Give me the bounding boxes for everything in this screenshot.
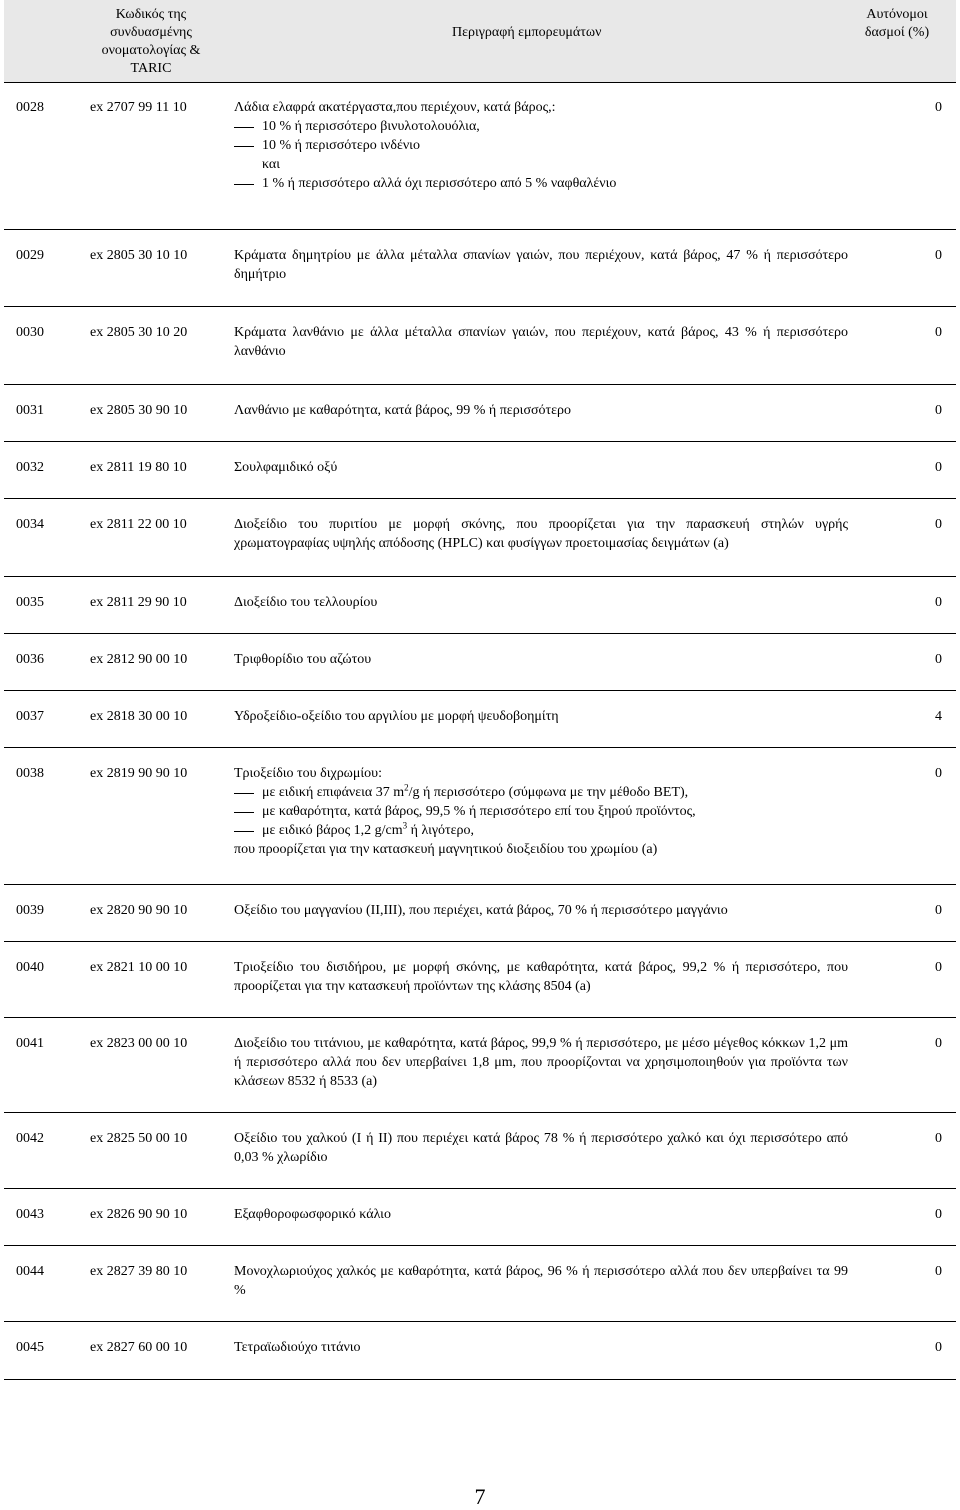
table-row [4, 499, 956, 577]
table-row [4, 885, 956, 942]
row-description: Διοξείδιο του τιτάνιου, με καθαρότητα, κατά βάρος, 99,9 % ή περισσότερο, με μέσο μέγεθος κόκκων 1,2 μm ή περισσότερο αλλά που δεν υπερβαίνει 1,8 μm, που προορίζονται να χρησιμοποιηθούν για προϊόντα των κλάσεων 8532 ή 8533 (a) [234, 1036, 848, 1089]
row-code: ex 2826 90 90 10 [90, 1207, 188, 1222]
row-rate: 4 [935, 709, 942, 724]
row-number: 0030 [16, 325, 44, 340]
row-code: ex 2811 19 80 10 [90, 460, 187, 475]
row-number: 0044 [16, 1264, 44, 1279]
row-rate: 0 [935, 595, 942, 610]
row-description: Λανθάνιο με καθαρότητα, κατά βάρος, 99 % ή περισσότερο [234, 403, 572, 418]
row-code: ex 2812 90 00 10 [90, 652, 188, 667]
row-number: 0036 [16, 652, 44, 667]
row-rate: 0 [935, 652, 942, 667]
row-code: ex 2825 50 00 10 [90, 1131, 188, 1146]
table-row [4, 577, 956, 634]
row-rate: 0 [935, 460, 942, 475]
row-code: ex 2805 30 10 20 [90, 325, 188, 340]
row-description: Οξείδιο του χαλκού (I ή II) που περιέχει κατά βάρος 78 % ή περισσότερο χαλκό και όχι περισσότερο από 0,03 % χλωρίδιο [234, 1131, 848, 1165]
header-description: Περιγραφή εμπορευμάτων [452, 25, 602, 40]
row-description: Οξείδιο του μαγγανίου (II,III), που περιέχει, κατά βάρος, 70 % ή περισσότερο μαγγάνιο [234, 903, 728, 918]
row-description: Εξαφθοροφωσφορικό κάλιο [234, 1207, 391, 1222]
row-description: Κράματα δημητρίου με άλλα μέταλλα σπανίων γαιών, που περιέχουν, κατά βάρος, 47 % ή περισσότερο δημήτριο [234, 248, 848, 282]
table-row [4, 748, 956, 885]
row-rate: 0 [935, 325, 942, 340]
row-number: 0040 [16, 960, 44, 975]
row-rate: 0 [935, 1207, 942, 1222]
desc-bullet: 1 % ή περισσότερο αλλά όχι περισσότερο από 5 % ναφθαλένιο [234, 174, 848, 193]
table-row [4, 307, 956, 385]
table-row [4, 1189, 956, 1246]
row-number: 0038 [16, 766, 44, 781]
row-rate: 0 [935, 517, 942, 532]
row-number: 0045 [16, 1340, 44, 1355]
row-number: 0029 [16, 248, 44, 263]
row-number: 0042 [16, 1131, 44, 1146]
desc-outro: που προορίζεται για την κατασκευή μαγνητικού διοξειδίου του χρωμίου (a) [234, 842, 658, 857]
row-number: 0039 [16, 903, 44, 918]
row-code: ex 2820 90 90 10 [90, 903, 188, 918]
row-description: Σουλφαμιδικό οξύ [234, 460, 338, 475]
header-code: Κωδικός της συνδυασμένης ονοματολογίας & TARIC [101, 7, 201, 76]
row-code: ex 2823 00 00 10 [90, 1036, 188, 1051]
table-row [4, 82, 956, 230]
desc-bullet: 10 % ή περισσότερο ινδένιο [234, 136, 848, 155]
row-code: ex 2811 29 90 10 [90, 595, 187, 610]
table-row [4, 634, 956, 691]
row-number: 0043 [16, 1207, 44, 1222]
table-row [4, 230, 956, 307]
table-row [4, 1322, 956, 1380]
row-code: ex 2707 99 11 10 [90, 100, 187, 115]
row-code: ex 2819 90 90 10 [90, 766, 188, 781]
row-code: ex 2821 10 00 10 [90, 960, 188, 975]
desc-bullet: με ειδικό βάρος 1,2 $g/cm^3$ ή λιγότερο, [234, 821, 848, 840]
row-description [234, 764, 848, 859]
page-number: 7 [474, 1484, 486, 1509]
table-row [4, 1113, 956, 1189]
desc-bullet: 10 % ή περισσότερο βινυλοτολουόλια, [234, 117, 848, 136]
row-code: ex 2818 30 00 10 [90, 709, 188, 724]
row-rate: 0 [935, 1036, 942, 1051]
row-rate: 0 [935, 903, 942, 918]
row-rate: 0 [935, 1264, 942, 1279]
row-description: Υδροξείδιο-οξείδιο του αργιλίου με μορφή ψευδοβοημίτη [234, 709, 559, 724]
row-number: 0035 [16, 595, 44, 610]
desc-bullet: με ειδική επιφάνεια 37 $m^2/g$ ή περισσότερο (σύμφωνα με την μέθοδο ΒΕΤ), [234, 783, 848, 802]
table-row [4, 1018, 956, 1113]
desc-bullet: με καθαρότητα, κατά βάρος, 99,5 % ή περισσότερο επί του ξηρού προϊόντος, [234, 802, 848, 821]
desc-intro: Λάδια ελαφρά ακατέργαστα,που περιέχουν, κατά βάρος,: [234, 100, 556, 115]
row-number: 0041 [16, 1036, 44, 1051]
row-number: 0032 [16, 460, 44, 475]
row-description [234, 98, 848, 193]
row-rate: 0 [935, 1340, 942, 1355]
row-description: Διοξείδιο του πυριτίου με μορφή σκόνης, που προορίζεται για την παρασκευή στηλών υγρής χρωματογραφίας υψηλής απόδοσης (HPLC) και φυσίγγων προετοιμασίας δειγμάτων (a) [234, 517, 848, 551]
row-rate: 0 [935, 403, 942, 418]
table-row [4, 942, 956, 1018]
row-code: ex 2805 30 90 10 [90, 403, 188, 418]
row-description: Κράματα λανθάνιο με άλλα μέταλλα σπανίων γαιών, που περιέχουν, κατά βάρος, 43 % ή περισσότερο λανθάνιο [234, 325, 848, 359]
table-row [4, 385, 956, 442]
row-rate: 0 [935, 100, 942, 115]
row-rate: 0 [935, 960, 942, 975]
row-rate: 0 [935, 248, 942, 263]
row-description: Μονοχλωριούχος χαλκός με καθαρότητα, κατά βάρος, 96 % ή περισσότερο αλλά που δεν υπερβαίνει τα 99 % [234, 1264, 848, 1298]
table-row [4, 442, 956, 499]
table-row [4, 1246, 956, 1322]
row-code: ex 2805 30 10 10 [90, 248, 188, 263]
row-description: Διοξείδιο του τελλουρίου [234, 595, 378, 610]
row-code: ex 2811 22 00 10 [90, 517, 187, 532]
row-number: 0031 [16, 403, 44, 418]
row-number: 0037 [16, 709, 44, 724]
table-header [4, 0, 956, 82]
row-number: 0034 [16, 517, 44, 532]
table-row [4, 691, 956, 748]
row-number: 0028 [16, 100, 44, 115]
row-description: Τριοξείδιο του δισιδήρου, με μορφή σκόνης, με καθαρότητα, κατά βάρος, 99,2 % ή περισσότερο, που προορίζεται για την κατασκευή προϊόντων της κλάσης 8504 (a) [234, 960, 848, 994]
row-rate: 0 [935, 766, 942, 781]
desc-intro: Τριοξείδιο του διχρωμίου: [234, 766, 382, 781]
row-description: Τριφθορίδιο του αζώτου [234, 652, 372, 667]
header-rate: Αυτόνομοι δασμοί (%) [864, 7, 930, 40]
tariff-table [4, 0, 956, 1355]
row-rate: 0 [935, 1131, 942, 1146]
row-code: ex 2827 39 80 10 [90, 1264, 188, 1279]
row-description: Τετραϊωδιούχο τιτάνιο [234, 1340, 361, 1355]
row-code: ex 2827 60 00 10 [90, 1340, 188, 1355]
desc-joiner: και [262, 157, 281, 172]
